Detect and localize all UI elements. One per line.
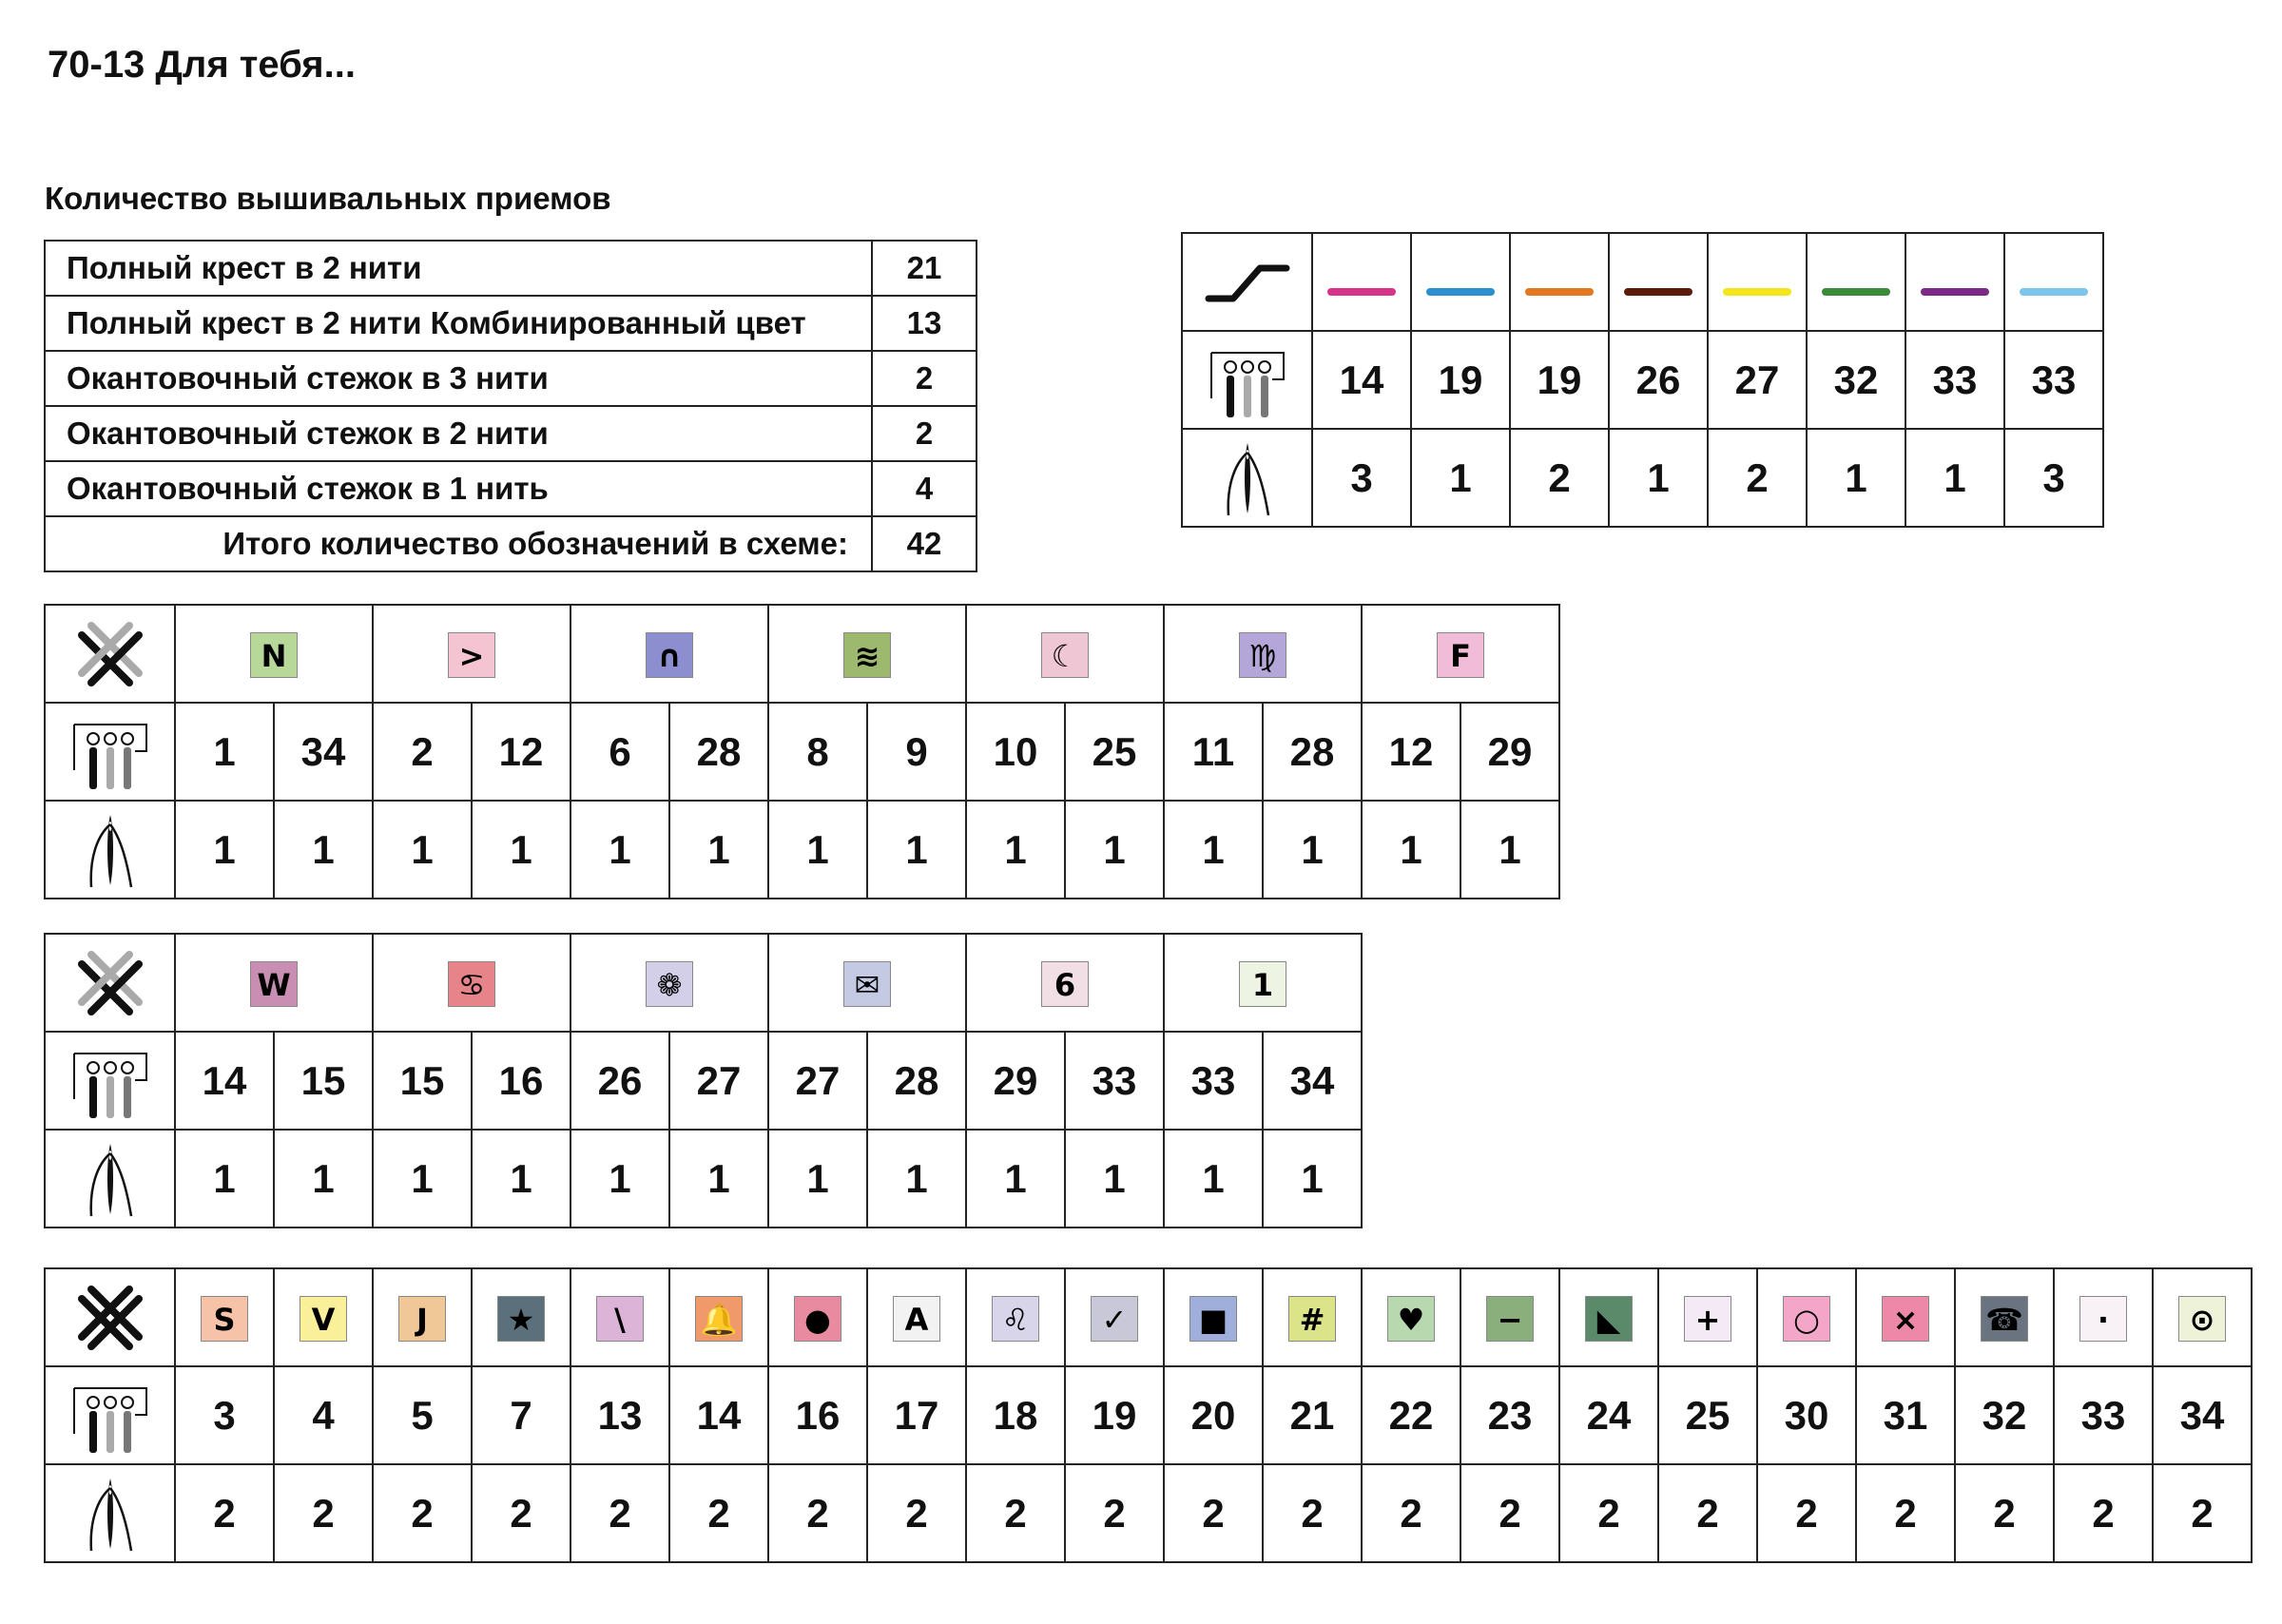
- strand-count: 2: [867, 1464, 966, 1562]
- thread-number: 26: [570, 1032, 669, 1130]
- symbol-cell: [966, 1268, 1065, 1366]
- thread-number: 29: [1460, 703, 1559, 801]
- strand-count: 1: [669, 1130, 768, 1228]
- strand-count: 1: [1362, 801, 1460, 899]
- strand-count: 2: [669, 1464, 768, 1562]
- thread-number: 1: [175, 703, 274, 801]
- line-swatch: [1921, 288, 1988, 296]
- thread-number: 33: [2054, 1366, 2153, 1464]
- chart-symbol: #: [1288, 1296, 1336, 1342]
- blended-cross-icon: [45, 605, 175, 703]
- strand-count: 2: [175, 1464, 274, 1562]
- symbol-cell: [966, 934, 1164, 1032]
- chart-symbol: ♍: [1239, 632, 1286, 678]
- strand-count: 1: [867, 1130, 966, 1228]
- strand-count: 1: [768, 1130, 867, 1228]
- thread-number: 2: [373, 703, 472, 801]
- strand-count: 1: [1263, 801, 1362, 899]
- summary-count: 2: [872, 351, 977, 406]
- thread-number: 27: [1708, 331, 1807, 429]
- line-color-cell: [1411, 233, 1510, 331]
- strand-count: 1: [570, 801, 669, 899]
- strand-count: 2: [768, 1464, 867, 1562]
- strand-count: 2: [2153, 1464, 2252, 1562]
- strand-count: 3: [2004, 429, 2103, 527]
- summary-label: Полный крест в 2 нити Комбинированный цвет: [45, 296, 872, 351]
- line-row: [1182, 233, 2103, 331]
- full-cross-icon: [45, 1268, 175, 1366]
- strand-count: 1: [373, 801, 472, 899]
- thread-number: 34: [1263, 1032, 1362, 1130]
- thread-number: 11: [1164, 703, 1263, 801]
- line-color-cell: [1807, 233, 1905, 331]
- thread-number: 15: [373, 1032, 472, 1130]
- symbol-cell: [2153, 1268, 2252, 1366]
- section-title: Количество вышивальных приемов: [45, 181, 611, 216]
- thread-number: 30: [1757, 1366, 1856, 1464]
- chart-symbol: +: [1684, 1296, 1731, 1342]
- strand-count: 1: [175, 1130, 274, 1228]
- symbol-cell: [1658, 1268, 1757, 1366]
- strand-count: 1: [1065, 1130, 1164, 1228]
- chart-symbol: N: [250, 632, 298, 678]
- strand-count: 2: [570, 1464, 669, 1562]
- summary-row: [45, 351, 977, 406]
- chart-symbol: −: [1486, 1296, 1534, 1342]
- line-swatch: [2020, 288, 2087, 296]
- full-cross-table: [44, 1267, 2253, 1563]
- chart-symbol: ○: [1783, 1296, 1830, 1342]
- chart-symbol: S: [201, 1296, 248, 1342]
- symbol-cell: [1460, 1268, 1559, 1366]
- chart-symbol: 1: [1239, 961, 1286, 1007]
- thread-number: 23: [1460, 1366, 1559, 1464]
- symbol-cell: [373, 934, 570, 1032]
- symbol-cell: [1164, 1268, 1263, 1366]
- chart-symbol: ♋: [448, 961, 495, 1007]
- thread-number: 10: [966, 703, 1065, 801]
- symbol-cell: [2054, 1268, 2153, 1366]
- chart-symbol: 🔔: [695, 1296, 743, 1342]
- symbol-row: [45, 1268, 2252, 1366]
- strand-count: 2: [2054, 1464, 2153, 1562]
- thread-number: 16: [768, 1366, 867, 1464]
- thread-number: 28: [669, 703, 768, 801]
- thread-number: 26: [1609, 331, 1708, 429]
- thread-number: 6: [570, 703, 669, 801]
- thread-row: [45, 1032, 1362, 1130]
- chart-symbol: A: [893, 1296, 940, 1342]
- strand-count: 1: [274, 801, 373, 899]
- summary-row: [45, 406, 977, 461]
- thread-number: 25: [1658, 1366, 1757, 1464]
- symbol-cell: [1263, 1268, 1362, 1366]
- summary-count: 4: [872, 461, 977, 516]
- thread-number: 18: [966, 1366, 1065, 1464]
- chart-symbol: ✉: [843, 961, 891, 1007]
- summary-label: Окантовочный стежок в 1 нить: [45, 461, 872, 516]
- strand-count: 1: [966, 801, 1065, 899]
- symbol-cell: [570, 1268, 669, 1366]
- thread-number: 27: [768, 1032, 867, 1130]
- strand-count: 3: [1312, 429, 1411, 527]
- thread-number: 32: [1955, 1366, 2054, 1464]
- strand-row: [45, 1130, 1362, 1228]
- needle-icon: [45, 1130, 175, 1228]
- symbol-cell: [768, 1268, 867, 1366]
- line-color-cell: [1609, 233, 1708, 331]
- thread-row: [1182, 331, 2103, 429]
- symbol-cell: [175, 605, 373, 703]
- strand-count: 1: [1263, 1130, 1362, 1228]
- summary-row: [45, 296, 977, 351]
- thread-number: 9: [867, 703, 966, 801]
- thread-spool-icon: [45, 703, 175, 801]
- line-color-cell: [1905, 233, 2004, 331]
- stitch-summary-table: [44, 240, 977, 572]
- summary-label: Окантовочный стежок в 2 нити: [45, 406, 872, 461]
- chart-symbol: ✓: [1091, 1296, 1138, 1342]
- symbol-cell: [1856, 1268, 1955, 1366]
- line-swatch: [1822, 288, 1889, 296]
- chart-symbol: ☾: [1041, 632, 1089, 678]
- thread-number: 33: [1065, 1032, 1164, 1130]
- symbol-cell: [373, 605, 570, 703]
- symbol-cell: [1164, 934, 1362, 1032]
- symbol-cell: [570, 934, 768, 1032]
- strand-count: 1: [1164, 1130, 1263, 1228]
- symbol-cell: [1362, 605, 1559, 703]
- thread-number: 34: [2153, 1366, 2252, 1464]
- thread-number: 19: [1510, 331, 1609, 429]
- blended-cross-table-1: [44, 604, 1560, 899]
- line-color-cell: [1312, 233, 1411, 331]
- chart-symbol: ●: [794, 1296, 841, 1342]
- chart-symbol: ≋: [843, 632, 891, 678]
- chart-symbol: 6: [1041, 961, 1089, 1007]
- symbol-cell: [1065, 1268, 1164, 1366]
- blended-cross-icon: [45, 934, 175, 1032]
- strand-count: 1: [175, 801, 274, 899]
- thread-number: 33: [1164, 1032, 1263, 1130]
- chart-symbol: ·: [2079, 1296, 2127, 1342]
- strand-row: [45, 801, 1559, 899]
- page-title: 70-13 Для тебя...: [48, 44, 356, 86]
- needle-icon: [45, 1464, 175, 1562]
- chart-symbol: ♥: [1387, 1296, 1435, 1342]
- thread-number: 5: [373, 1366, 472, 1464]
- symbol-cell: [274, 1268, 373, 1366]
- thread-spool-icon: [45, 1032, 175, 1130]
- strand-count: 1: [669, 801, 768, 899]
- thread-number: 25: [1065, 703, 1164, 801]
- symbol-cell: [373, 1268, 472, 1366]
- summary-total-label: Итого количество обозначений в схеме:: [45, 516, 872, 571]
- strand-count: 1: [1905, 429, 2004, 527]
- thread-number: 3: [175, 1366, 274, 1464]
- summary-label: Полный крест в 2 нити: [45, 241, 872, 296]
- line-swatch: [1624, 288, 1692, 296]
- strand-count: 2: [274, 1464, 373, 1562]
- symbol-cell: [966, 605, 1164, 703]
- symbol-row: [45, 605, 1559, 703]
- thread-number: 31: [1856, 1366, 1955, 1464]
- strand-count: 1: [1807, 429, 1905, 527]
- chart-symbol: ♌: [992, 1296, 1039, 1342]
- chart-symbol: ☎: [1981, 1296, 2028, 1342]
- symbol-cell: [1757, 1268, 1856, 1366]
- symbol-cell: [1559, 1268, 1658, 1366]
- summary-count: 2: [872, 406, 977, 461]
- symbol-cell: [1362, 1268, 1460, 1366]
- thread-number: 12: [472, 703, 570, 801]
- strand-count: 2: [1164, 1464, 1263, 1562]
- symbol-cell: [472, 1268, 570, 1366]
- strand-row: [1182, 429, 2103, 527]
- symbol-cell: [669, 1268, 768, 1366]
- chart-symbol: ◣: [1585, 1296, 1633, 1342]
- strand-count: 2: [1708, 429, 1807, 527]
- thread-spool-icon: [45, 1366, 175, 1464]
- strand-count: 2: [1263, 1464, 1362, 1562]
- strand-count: 2: [966, 1464, 1065, 1562]
- summary-total-row: [45, 516, 977, 571]
- thread-number: 33: [1905, 331, 2004, 429]
- thread-number: 22: [1362, 1366, 1460, 1464]
- backstitch-table: [1181, 232, 2104, 528]
- thread-number: 27: [669, 1032, 768, 1130]
- symbol-row: [45, 934, 1362, 1032]
- strand-count: 2: [1955, 1464, 2054, 1562]
- summary-count: 21: [872, 241, 977, 296]
- symbol-cell: [175, 934, 373, 1032]
- thread-number: 19: [1065, 1366, 1164, 1464]
- strand-count: 1: [1609, 429, 1708, 527]
- thread-row: [45, 1366, 2252, 1464]
- thread-spool-icon: [1182, 331, 1312, 429]
- line-swatch: [1723, 288, 1790, 296]
- strand-count: 1: [1164, 801, 1263, 899]
- strand-count: 1: [373, 1130, 472, 1228]
- chart-symbol: ❁: [646, 961, 693, 1007]
- chart-symbol: V: [300, 1296, 347, 1342]
- chart-symbol: J: [398, 1296, 446, 1342]
- chart-symbol: F: [1437, 632, 1484, 678]
- thread-number: 4: [274, 1366, 373, 1464]
- line-swatch: [1426, 288, 1494, 296]
- strand-count: 1: [570, 1130, 669, 1228]
- chart-symbol: ×: [1882, 1296, 1929, 1342]
- symbol-cell: [768, 934, 966, 1032]
- thread-number: 19: [1411, 331, 1510, 429]
- strand-count: 2: [1856, 1464, 1955, 1562]
- strand-count: 1: [867, 801, 966, 899]
- strand-count: 1: [1411, 429, 1510, 527]
- thread-number: 14: [1312, 331, 1411, 429]
- thread-number: 33: [2004, 331, 2103, 429]
- chart-symbol: ∩: [646, 632, 693, 678]
- strand-count: 1: [472, 1130, 570, 1228]
- summary-total: 42: [872, 516, 977, 571]
- strand-count: 1: [966, 1130, 1065, 1228]
- summary-label: Окантовочный стежок в 3 нити: [45, 351, 872, 406]
- thread-number: 15: [274, 1032, 373, 1130]
- line-color-cell: [1708, 233, 1807, 331]
- thread-number: 14: [669, 1366, 768, 1464]
- line-swatch: [1525, 288, 1593, 296]
- thread-number: 8: [768, 703, 867, 801]
- needle-icon: [45, 801, 175, 899]
- thread-number: 28: [867, 1032, 966, 1130]
- strand-count: 1: [768, 801, 867, 899]
- strand-count: 2: [1658, 1464, 1757, 1562]
- chart-symbol: ■: [1189, 1296, 1237, 1342]
- thread-number: 16: [472, 1032, 570, 1130]
- summary-row: [45, 241, 977, 296]
- strand-count: 2: [472, 1464, 570, 1562]
- chart-symbol: \: [596, 1296, 644, 1342]
- backstitch-icon: [1182, 233, 1312, 331]
- needle-icon: [1182, 429, 1312, 527]
- strand-count: 1: [1460, 801, 1559, 899]
- thread-number: 14: [175, 1032, 274, 1130]
- thread-row: [45, 703, 1559, 801]
- strand-count: 2: [1510, 429, 1609, 527]
- symbol-cell: [867, 1268, 966, 1366]
- strand-count: 2: [373, 1464, 472, 1562]
- chart-symbol: ⊙: [2178, 1296, 2226, 1342]
- blended-cross-table-2: [44, 933, 1363, 1228]
- thread-number: 21: [1263, 1366, 1362, 1464]
- thread-number: 13: [570, 1366, 669, 1464]
- line-color-cell: [2004, 233, 2103, 331]
- strand-count: 2: [1757, 1464, 1856, 1562]
- thread-number: 32: [1807, 331, 1905, 429]
- thread-number: 29: [966, 1032, 1065, 1130]
- thread-number: 20: [1164, 1366, 1263, 1464]
- strand-count: 2: [1460, 1464, 1559, 1562]
- thread-number: 7: [472, 1366, 570, 1464]
- strand-count: 1: [1065, 801, 1164, 899]
- strand-count: 2: [1362, 1464, 1460, 1562]
- strand-count: 2: [1559, 1464, 1658, 1562]
- thread-number: 28: [1263, 703, 1362, 801]
- summary-row: [45, 461, 977, 516]
- chart-symbol: W: [250, 961, 298, 1007]
- strand-count: 1: [274, 1130, 373, 1228]
- summary-count: 13: [872, 296, 977, 351]
- thread-number: 12: [1362, 703, 1460, 801]
- symbol-cell: [768, 605, 966, 703]
- symbol-cell: [175, 1268, 274, 1366]
- line-swatch: [1327, 288, 1395, 296]
- symbol-cell: [1164, 605, 1362, 703]
- thread-number: 34: [274, 703, 373, 801]
- symbol-cell: [570, 605, 768, 703]
- line-color-cell: [1510, 233, 1609, 331]
- strand-count: 1: [472, 801, 570, 899]
- chart-symbol: >: [448, 632, 495, 678]
- thread-number: 17: [867, 1366, 966, 1464]
- strand-count: 2: [1065, 1464, 1164, 1562]
- chart-symbol: ★: [497, 1296, 545, 1342]
- thread-number: 24: [1559, 1366, 1658, 1464]
- strand-row: [45, 1464, 2252, 1562]
- symbol-cell: [1955, 1268, 2054, 1366]
